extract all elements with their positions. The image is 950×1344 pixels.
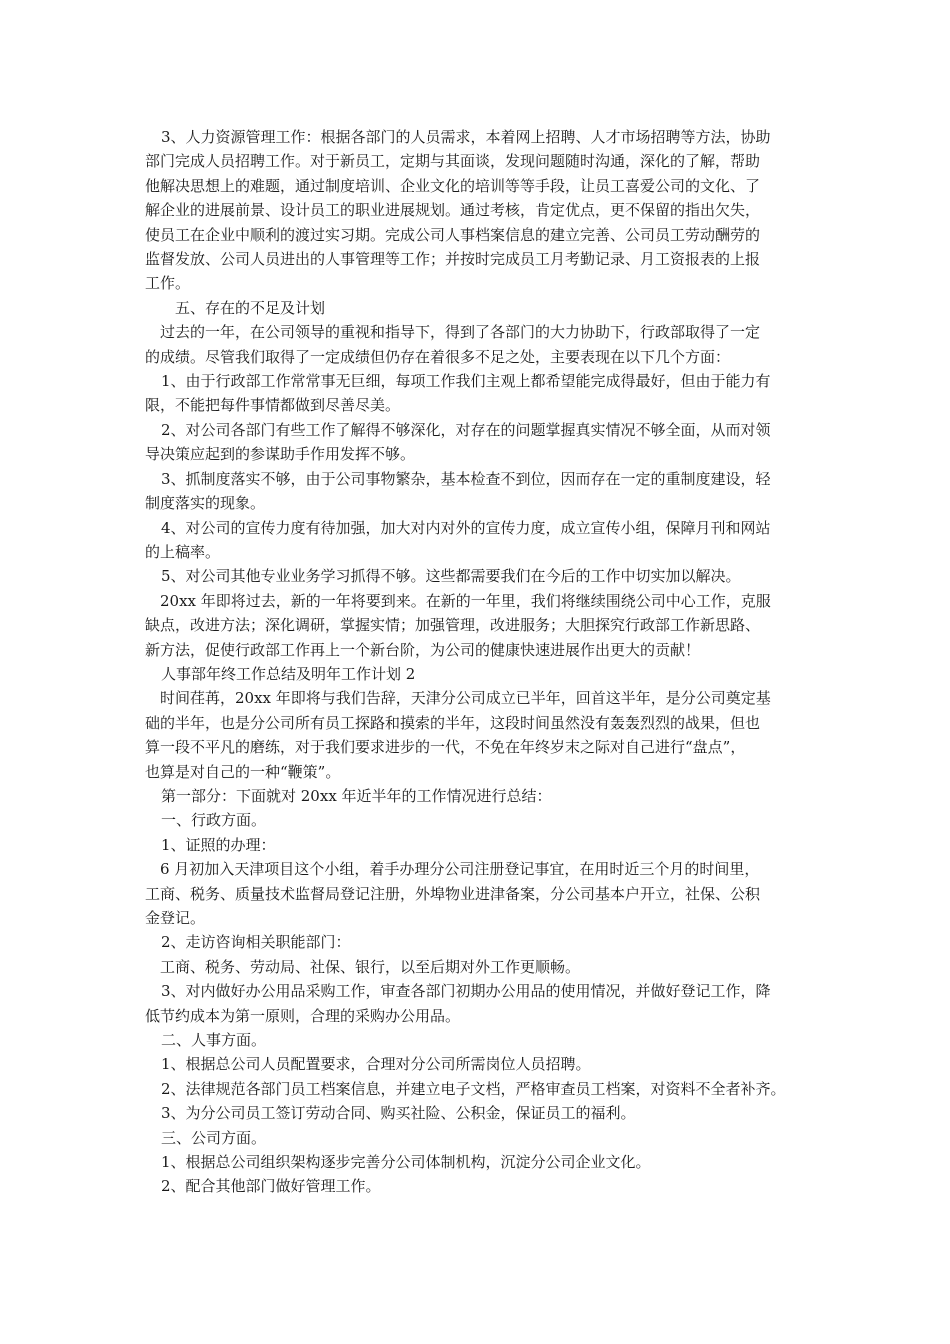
- paragraph: [145, 125, 825, 296]
- paragraph: [145, 1126, 825, 1150]
- text-line: 过去的一年，在公司领导的重视和指导下，得到了各部门的大力协助下，行政部取得了一定: [160, 323, 761, 342]
- paragraph: [145, 662, 825, 686]
- paragraph: [145, 467, 825, 516]
- text-line: 算一段不平凡的磨练，对于我们要求进步的一代，不免在年终岁末之际对自己进行“盘点”，: [145, 738, 746, 757]
- text-line: 导决策应起到的参谋助手作用发挥不够。: [145, 445, 416, 464]
- paragraph: [145, 320, 825, 369]
- text-line: 工作。: [145, 274, 191, 293]
- text-line: 人事部年终工作总结及明年工作计划 2: [161, 664, 416, 683]
- text-line: 3、对内做好办公用品采购工作，审查各部门初期办公用品的使用情况，并做好登记工作，降: [161, 982, 771, 1001]
- text-line: 的上稿率。: [145, 542, 221, 561]
- text-line: 3、抓制度落实不够，由于公司事物繁杂，基本检查不到位，因而存在一定的重制度建设，轻: [161, 469, 771, 488]
- paragraph: [145, 1077, 825, 1101]
- text-line: 低节约成本为第一原则，合理的采购办公用品。: [145, 1006, 461, 1025]
- paragraph: [145, 930, 825, 954]
- text-line: 20xx 年即将过去，新的一年将要到来。在新的一年里，我们将继续围绕公司中心工作，克服: [160, 591, 771, 610]
- text-line: 五、存在的不足及计划: [175, 298, 326, 317]
- text-line: 4、对公司的宣传力度有待加强，加大对内对外的宣传力度，成立宣传小组，保障月刊和网站: [161, 518, 771, 537]
- text-line: 解企业的进展前景、设计员工的职业进展规划。通过考核，肯定优点，更不保留的指出欠失，: [145, 201, 761, 220]
- text-line: 他解决思想上的难题，通过制度培训、企业文化的培训等等手段，让员工喜爱公司的文化、了: [145, 176, 761, 195]
- paragraph: [145, 784, 825, 808]
- text-line: 工商、税务、劳动局、社保、银行，以至后期对外工作更顺畅。: [160, 957, 581, 976]
- paragraph: [145, 833, 825, 857]
- paragraph: [145, 516, 825, 565]
- text-line: 5、对公司其他专业业务学习抓得不够。这些都需要我们在今后的工作中切实加以解决。: [161, 567, 741, 586]
- document-page: [145, 125, 825, 1199]
- text-line: 时间荏苒，20xx 年即将与我们告辞，天津分公司成立已半年，回首这半年，是分公司奠定基: [160, 689, 771, 708]
- text-line: 3、人力资源管理工作：根据各部门的人员需求，本着网上招聘、人才市场招聘等方法，协助: [161, 128, 771, 146]
- paragraph: [145, 418, 825, 467]
- paragraph: [145, 296, 825, 320]
- text-line: 础的半年，也是分公司所有员工探路和摸索的半年，这段时间虽然没有轰轰烈烈的战果，但也: [145, 713, 761, 732]
- text-line: 2、法律规范各部门员工档案信息，并建立电子文档，严格审查员工档案，对资料不全者补齐。: [161, 1079, 786, 1098]
- text-line: 金登记。: [145, 909, 206, 927]
- paragraph: [145, 1101, 825, 1125]
- text-line: 监督发放、公司人员进出的人事管理等工作；并按时完成员工月考勤记录、月工资报表的上报: [145, 250, 761, 269]
- paragraph: [145, 955, 825, 979]
- text-line: 也算是对自己的一种“鞭策”。: [145, 762, 341, 781]
- text-line: 新方法，促使行政部工作再上一个新台阶，为公司的健康快速进展作出更大的贡献！: [145, 640, 701, 659]
- paragraph: [145, 1052, 825, 1076]
- paragraph: [145, 686, 825, 784]
- paragraph: [145, 979, 825, 1028]
- text-line: 一、行政方面。: [161, 811, 267, 830]
- text-line: 的成绩。尽管我们取得了一定成绩但仍存在着很多不足之处，主要表现在以下几个方面：: [145, 347, 731, 366]
- paragraph: [145, 1174, 825, 1198]
- paragraph: [145, 1150, 825, 1174]
- text-line: 制度落实的现象。: [145, 494, 266, 513]
- text-line: 三、公司方面。: [161, 1128, 267, 1147]
- text-line: 限，不能把每件事情都做到尽善尽美。: [145, 396, 401, 415]
- text-line: 2、对公司各部门有些工作了解得不够深化，对存在的问题掌握真实情况不够全面，从而对领: [161, 420, 771, 439]
- paragraph: [145, 857, 825, 930]
- text-line: 缺点，改进方法；深化调研，掌握实情；加强管理，改进服务；大胆探究行政部工作新思路、: [145, 616, 761, 635]
- paragraph: [145, 369, 825, 418]
- paragraph: [145, 808, 825, 832]
- text-line: 工商、税务、质量技术监督局登记注册，外埠物业进津备案，分公司基本户开立，社保、公积: [145, 884, 761, 903]
- text-line: 3、为分公司员工签订劳动合同、购买社险、公积金，保证员工的福利。: [161, 1104, 636, 1123]
- text-line: 1、由于行政部工作常常事无巨细，每项工作我们主观上都希望能完成得最好，但由于能力有: [161, 372, 771, 391]
- text-line: 使员工在企业中顺利的渡过实习期。完成公司人事档案信息的建立完善、公司员工劳动酬劳的: [145, 225, 761, 244]
- paragraph: [145, 564, 825, 588]
- text-line: 1、证照的办理：: [161, 835, 276, 854]
- text-line: 部门完成人员招聘工作。对于新员工，定期与其面谈，发现问题随时沟通，深化的了解，帮助: [145, 152, 761, 171]
- paragraph: [145, 589, 825, 662]
- text-line: 1、根据总公司组织架构逐步完善分公司体制机构，沉淀分公司企业文化。: [161, 1153, 651, 1172]
- text-line: 二、人事方面。: [161, 1031, 267, 1050]
- text-line: 2、走访咨询相关职能部门：: [161, 933, 351, 952]
- paragraph: [145, 1028, 825, 1052]
- text-line: 6 月初加入天津项目这个小组，着手办理分公司注册登记事宜，在用时近三个月的时间里，: [160, 860, 760, 879]
- text-line: 1、根据总公司人员配置要求，合理对分公司所需岗位人员招聘。: [161, 1055, 591, 1074]
- text-line: 2、配合其他部门做好管理工作。: [161, 1177, 381, 1196]
- text-line: 第一部分：下面就对 20xx 年近半年的工作情况进行总结：: [161, 786, 552, 805]
